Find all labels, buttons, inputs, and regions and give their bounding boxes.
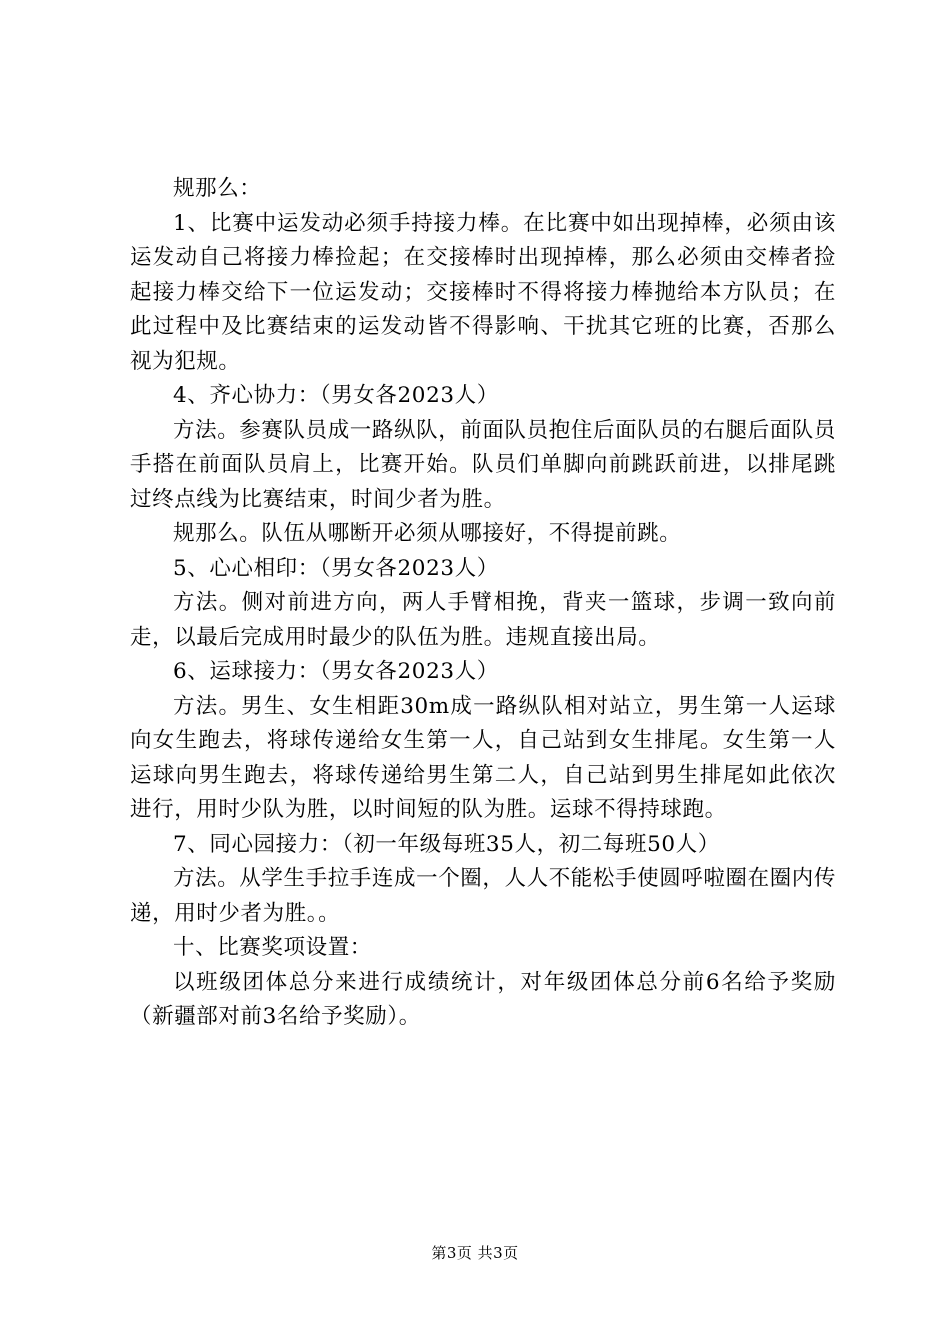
- page-footer: 第3页 共3页: [431, 1244, 519, 1262]
- paragraph-event-5-method: 方法。侧对前进方向，两人手臂相挽，背夹一篮球，步调一致向前走，以最后完成用时最少的队伍为胜。违规直接出局。: [130, 590, 836, 650]
- paragraph-awards-body: 以班级团体总分来进行成绩统计，对年级团体总分前6名给予奖励（新疆部对前3名给予奖励）。: [130, 969, 836, 1029]
- paragraph-event-6-method: 方法。男生、女生相距30m成一路纵队相对站立，男生第一人运球向女生跑去，将球传递给女生第一人，自己站到女生排尾。女生第一人运球向男生跑去，将球传递给男生第二人，自己站到男生排尾如此依次进行，用时少队为胜，以时间短的队为胜。运球不得持球跑。: [130, 693, 836, 822]
- paragraph-event-6-title: 6、运球接力：（男女各2023人）: [173, 659, 499, 684]
- paragraph-event-4-rules: 规那么。队伍从哪断开必须从哪接好，不得提前跳。: [173, 521, 682, 546]
- paragraph-awards-heading: 十、比赛奖项设置：: [173, 935, 372, 960]
- paragraph-rule-1: 1、比赛中运发动必须手持接力棒。在比赛中如出现掉棒，必须由该运发动自己将接力棒捡起；在交接棒时出现掉棒，那么必须由交棒者捡起接力棒交给下一位运发动；交接棒时不得将接力棒抛给本方队员；在此过程中及比赛结束的运发动皆不得影响、干扰其它班的比赛，否那么视为犯规。: [130, 210, 836, 374]
- paragraph-event-4-method: 方法。参赛队员成一路纵队，前面队员抱住后面队员的右腿后面队员手搭在前面队员肩上，比赛开始。队员们单脚向前跳跃前进，以排尾跳过终点线为比赛结束，时间少者为胜。: [130, 417, 837, 512]
- paragraph-rules-heading: 规那么：: [173, 176, 262, 201]
- paragraph-event-5-title: 5、心心相印：（男女各2023人）: [173, 555, 499, 581]
- paragraph-event-7-title: 7、同心园接力：（初一年级每班35人，初二每班50人）: [173, 831, 720, 857]
- document-body: [130, 172, 836, 1035]
- paragraph-event-7-method: 方法。从学生手拉手连成一个圈，人人不能松手使圆呼啦圈在圈内传递，用时少者为胜。。: [130, 866, 837, 926]
- paragraph-event-4-title: 4、齐心协力：（男女各2023人）: [173, 383, 499, 408]
